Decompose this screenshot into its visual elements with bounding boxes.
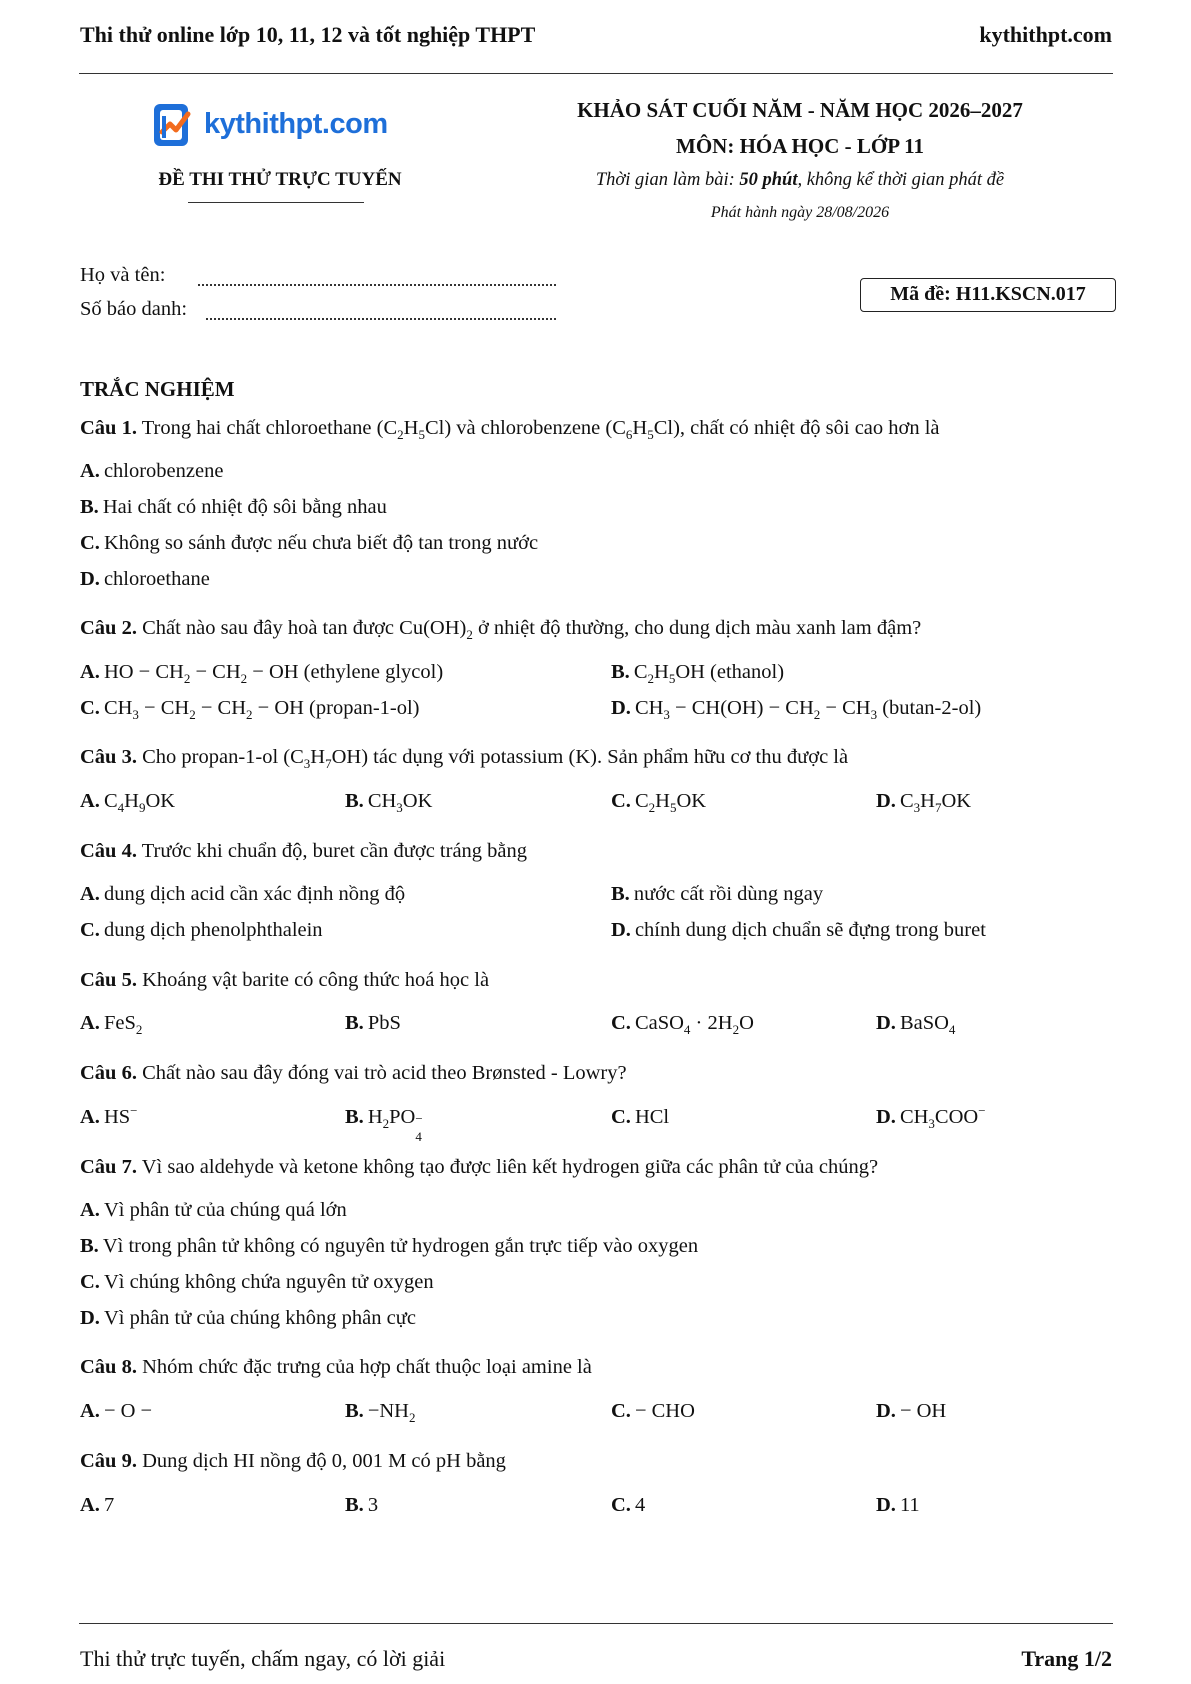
q9-option-c[interactable]: C. 4 <box>611 1494 646 1516</box>
q2-option-b[interactable]: B. $C_2H_5OH$ (ethanol) <box>611 661 785 686</box>
q6-option-c[interactable]: C. HCl <box>611 1106 670 1128</box>
q3-option-c[interactable]: C. $C_2H_5OK$ <box>611 790 707 815</box>
q6-option-a[interactable]: A. HS− <box>80 1103 138 1128</box>
q3-option-d[interactable]: D. $C_3H_7OK$ <box>876 790 972 815</box>
exam-type: ĐỀ THI THỬ TRỰC TUYẾN <box>158 169 402 190</box>
id-row <box>80 298 187 321</box>
footer-divider <box>79 1623 1113 1624</box>
question-5: Câu 5. Khoáng vật barite có công thức hoá học là <box>80 969 490 991</box>
name-row <box>80 264 165 287</box>
name-label: Họ và tên: <box>80 264 166 286</box>
q1-option-b[interactable]: B. Hai chất có nhiệt độ sôi bằng nhau <box>80 496 387 518</box>
question-1: Câu 1. Trong hai chất chloroethane $(C_2H_5Cl)$ và chlorobenzene $(C_6H_5Cl)$, chất có nhiệt độ sôi cao hơn là <box>80 417 940 442</box>
q1-option-d[interactable]: D. chloroethane <box>80 568 210 590</box>
q5-option-b[interactable]: B. PbS <box>345 1012 401 1034</box>
q9-option-a[interactable]: A. 7 <box>80 1494 115 1516</box>
exam-code-box: Mã đề: H11.KSCN.017 <box>860 278 1116 312</box>
id-field[interactable] <box>206 304 556 320</box>
question-3: Câu 3. Cho propan-1-ol $(C_3H_7OH)$ tác dụng với potassium (K). Sản phẩm hữu cơ thu được là <box>80 746 849 771</box>
q9-option-d[interactable]: D. 11 <box>876 1494 920 1516</box>
q2-option-d[interactable]: D. $CH_3 - CH(OH) - CH_2 - CH_3$ (butan-2-ol) <box>611 697 982 722</box>
logo-text-kythi: kythi <box>204 108 270 140</box>
q4-option-b[interactable]: B. nước cất rồi dùng ngay <box>611 883 824 905</box>
question-6: Câu 6. Chất nào sau đây đóng vai trò acid theo Brønsted - Lowry? <box>80 1062 627 1084</box>
kythithpt-logo <box>152 102 412 152</box>
q8-option-b[interactable]: B. $-NH_2$ <box>345 1400 416 1425</box>
q5-option-a[interactable]: A. FeS$_2$ <box>80 1012 143 1037</box>
question-2: Câu 2. Chất nào sau đây hoà tan được $Cu(OH)_2$ ở nhiệt độ thường, cho dung dịch màu xanh lam đậm? <box>80 617 922 642</box>
footer-tagline: Thi thử trực tuyến, chấm ngay, có lời giải <box>80 1646 446 1671</box>
q5-option-d[interactable]: D. BaSO$_4$ <box>876 1012 956 1037</box>
logo-mark-icon <box>152 102 200 152</box>
q8-option-c[interactable]: C. − CHO <box>611 1400 695 1422</box>
logo-text-domain: thpt.com <box>269 108 388 140</box>
q5-option-c[interactable]: C. CaSO$_4$ · $2H_2O$ <box>611 1012 754 1037</box>
question-7: Câu 7. Vì sao aldehyde và ketone không tạo được liên kết hydrogen giữa các phân tử của chúng? <box>80 1156 879 1178</box>
q4-option-c[interactable]: C. dung dịch phenolphthalein <box>80 919 323 941</box>
exam-subject: MÔN: HÓA HỌC - LỚP 11 <box>676 134 924 158</box>
question-4: Câu 4. Trước khi chuẩn độ, buret cần được tráng bằng <box>80 840 528 862</box>
release-date: Phát hành ngày 28/08/2026 <box>710 204 890 221</box>
q8-option-d[interactable]: D. − OH <box>876 1400 947 1422</box>
q1-option-a[interactable]: A. chlorobenzene <box>80 460 224 482</box>
id-label: Số báo danh: <box>80 298 188 320</box>
header-divider <box>79 73 1113 74</box>
q2-option-c[interactable]: C. $CH_3 - CH_2 - CH_2$ − OH (propan-1-ol) <box>80 697 420 722</box>
name-field[interactable] <box>198 270 556 286</box>
page-number: Trang 1/2 <box>1021 1646 1112 1671</box>
duration-value: 50 phút <box>739 170 798 190</box>
q8-option-a[interactable]: A. − O − <box>80 1400 153 1422</box>
q4-option-d[interactable]: D. chính dung dịch chuẩn sẽ đựng trong buret <box>611 919 986 941</box>
q9-option-b[interactable]: B. 3 <box>345 1494 379 1516</box>
q7-option-d[interactable]: D. Vì phân tử của chúng không phân cực <box>80 1307 416 1329</box>
question-8: Câu 8. Nhóm chức đặc trưng của hợp chất thuộc loại amine là <box>80 1356 592 1378</box>
q6-option-b[interactable]: B. $H_2PO$ − 4 <box>345 1106 423 1144</box>
q6-option-d[interactable]: D. $CH_3COO^-$ <box>876 1103 986 1131</box>
q7-option-b[interactable]: B. Vì trong phân tử không có nguyên tử hydrogen gắn trực tiếp vào oxygen <box>80 1235 699 1257</box>
exam-duration: Thời gian làm bài: 50 phút, không kể thời gian phát đề <box>595 170 1005 190</box>
exam-type-underline <box>188 202 364 203</box>
q3-option-a[interactable]: A. $C_4H_9OK$ <box>80 790 176 815</box>
q2-option-a[interactable]: A. HO − $CH_2 - CH_2$ − OH (ethylene glycol) <box>80 661 444 686</box>
section-title: TRẮC NGHIỆM <box>80 377 235 401</box>
q4-option-a[interactable]: A. dung dịch acid cần xác định nồng độ <box>80 883 406 905</box>
site-tagline: Thi thử online lớp 10, 11, 12 và tốt nghiệp THPT <box>80 22 536 47</box>
q7-option-c[interactable]: C. Vì chúng không chứa nguyên tử oxygen <box>80 1271 434 1293</box>
site-domain: kythithpt.com <box>979 22 1112 47</box>
q3-option-b[interactable]: B. $CH_3OK$ <box>345 790 433 815</box>
exam-title: KHẢO SÁT CUỐI NĂM - NĂM HỌC 2026–2027 <box>577 98 1023 122</box>
q1-option-c[interactable]: C. Không so sánh được nếu chưa biết độ tan trong nước <box>80 532 539 554</box>
question-9: Câu 9. Dung dịch HI nồng độ 0, 001 M có pH bằng <box>80 1450 506 1472</box>
q7-option-a[interactable]: A. Vì phân tử của chúng quá lớn <box>80 1199 347 1221</box>
